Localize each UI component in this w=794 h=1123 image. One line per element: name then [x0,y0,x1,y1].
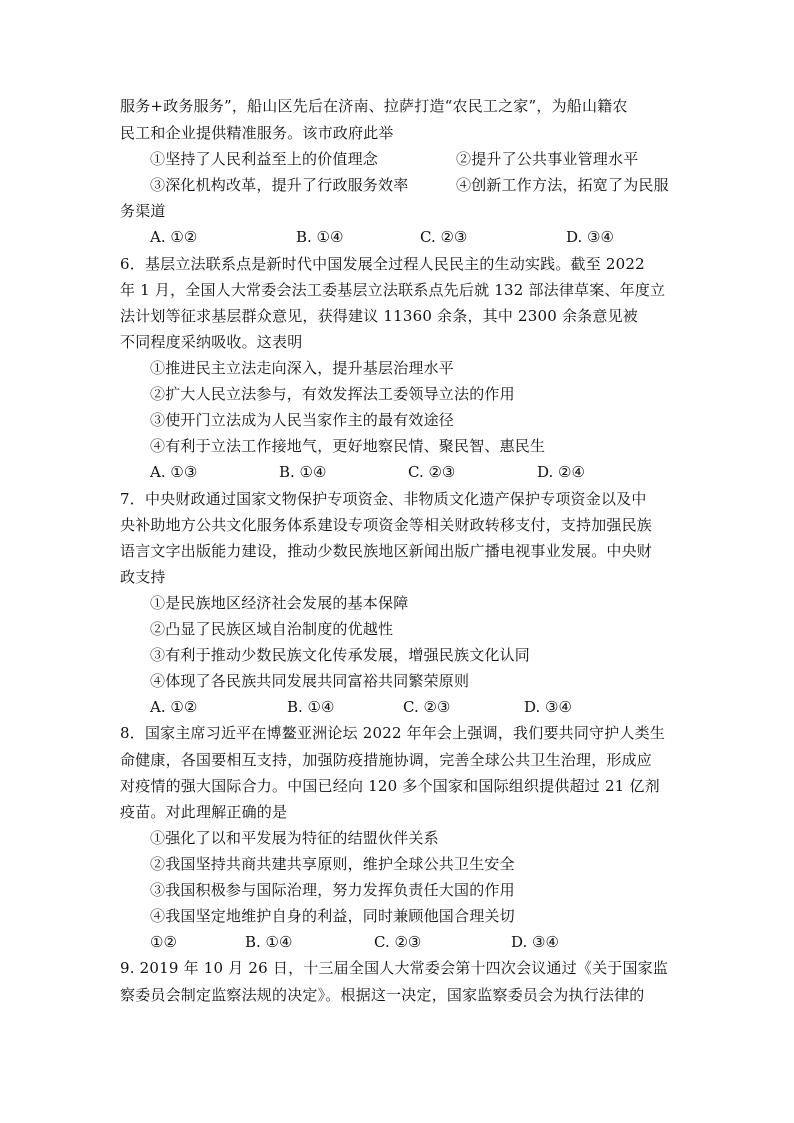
q6-option-b[interactable]: B. ①④ [279,463,327,481]
q8-option-a[interactable]: ①② [150,933,177,951]
q6-statement-1: ①推进民主立法走向深入，提升基层治理水平 [150,359,455,377]
q8-statement-3: ③我国积极参与国际治理，努力发挥负责任大国的作用 [150,881,515,899]
q5-statement-2: ②提升了公共事业管理水平 [456,150,639,168]
q7-statement-2: ②凸显了民族区域自治制度的优越性 [150,620,394,638]
q9-stem-line-2: 察委员会制定监察法规的决定》。根据这一决定，国家监察委员会为执行法律的 [120,986,645,1004]
q6-statement-3: ③使开门立法成为人民当家作主的最有效途径 [150,411,455,429]
q5-statement-1: ①坚持了人民利益至上的价值理念 [150,150,379,168]
q6-stem-line-1: 6．基层立法联系点是新时代中国发展全过程人民民主的生动实践。截至 2022 [120,255,645,273]
q8-option-b[interactable]: B. ①④ [245,933,293,951]
q8-statement-1: ①强化了以和平发展为特征的结盟伙伴关系 [150,829,439,847]
q7-stem-line-4: 政支持 [120,568,166,586]
q6-option-a[interactable]: A. ①③ [150,463,198,481]
q7-stem-line-2: 央补助地方公共文化服务体系建设专项资金等相关财政转移支付，支持加强民族 [120,516,653,534]
q8-statement-4: ④我国坚定地维护自身的利益，同时兼顾他国合理关切 [150,907,515,925]
q8-option-d[interactable]: D. ③④ [511,933,559,951]
q5-statement-4: ④创新工作方法，拓宽了为民服 [456,176,669,194]
q8-stem-line-3: 对疫情的强大国际合力。中国已经向 120 多个国家和国际组织提供超过 21 亿剂 [120,777,660,795]
q6-option-d[interactable]: D. ②④ [537,463,585,481]
q7-option-c[interactable]: C. ②③ [403,698,451,716]
q7-statement-1: ①是民族地区经济社会发展的基本保障 [150,594,409,612]
q6-stem-line-3: 法计划等征求基层群众意见，获得建议 11360 余条，其中 2300 余条意见被 [120,307,638,325]
q5-stem-line-2: 民工和企业提供精准服务。该市政府此举 [120,124,394,142]
q8-statement-2: ②我国坚持共商共建共享原则，维护全球公共卫生安全 [150,855,515,873]
q5-statement-4-cont: 务渠道 [120,202,166,220]
q5-option-a[interactable]: A. ①② [150,228,198,246]
q9-stem-line-1: 9. 2019 年 10 月 26 日，十三届全国人大常委会第十四次会议通过《关于国家监 [120,959,669,977]
q6-statement-2: ②扩大人民立法参与，有效发挥法工委领导立法的作用 [150,385,515,403]
q7-statement-4: ④体现了各民族共同发展共同富裕共同繁荣原则 [150,672,470,690]
q6-option-c[interactable]: C. ②③ [408,463,456,481]
q5-option-c[interactable]: C. ②③ [420,228,468,246]
q7-stem-line-3: 语言文字出版能力建设，推动少数民族地区新闻出版广播电视事业发展。中央财 [120,542,653,560]
q8-stem-line-2: 命健康，各国要相互支持，加强防疫措施协调，完善全球公共卫生治理，形成应 [120,751,653,769]
q7-stem-line-1: 7．中央财政通过国家文物保护专项资金、非物质文化遗产保护专项资金以及中 [120,490,647,508]
q8-stem-line-1: 8．国家主席习近平在博鳌亚洲论坛 2022 年年会上强调，我们要共同守护人类生 [120,724,666,742]
q6-statement-4: ④有利于立法工作接地气，更好地察民情、聚民智、惠民生 [150,437,546,455]
q6-stem-line-4: 不同程度采纳吸收。这表明 [120,333,303,351]
q5-option-b[interactable]: B. ①④ [296,228,344,246]
q8-stem-line-4: 疫苗。对此理解正确的是 [120,803,288,821]
q6-stem-line-2: 年 1 月，全国人大常委会法工委基层立法联系点先后就 132 部法律草案、年度立 [120,281,666,299]
q5-statement-3: ③深化机构改革，提升了行政服务效率 [150,176,409,194]
q7-option-b[interactable]: B. ①④ [287,698,335,716]
q5-option-d[interactable]: D. ③④ [566,228,614,246]
q5-stem-line-1: 服务+政务服务”，船山区先后在济南、拉萨打造“农民工之家”，为船山籍农 [120,97,628,115]
q7-statement-3: ③有利于推动少数民族文化传承发展，增强民族文化认同 [150,646,531,664]
q7-option-d[interactable]: D. ③④ [524,698,572,716]
q8-option-c[interactable]: C. ②③ [374,933,422,951]
q7-option-a[interactable]: A. ①② [150,698,198,716]
